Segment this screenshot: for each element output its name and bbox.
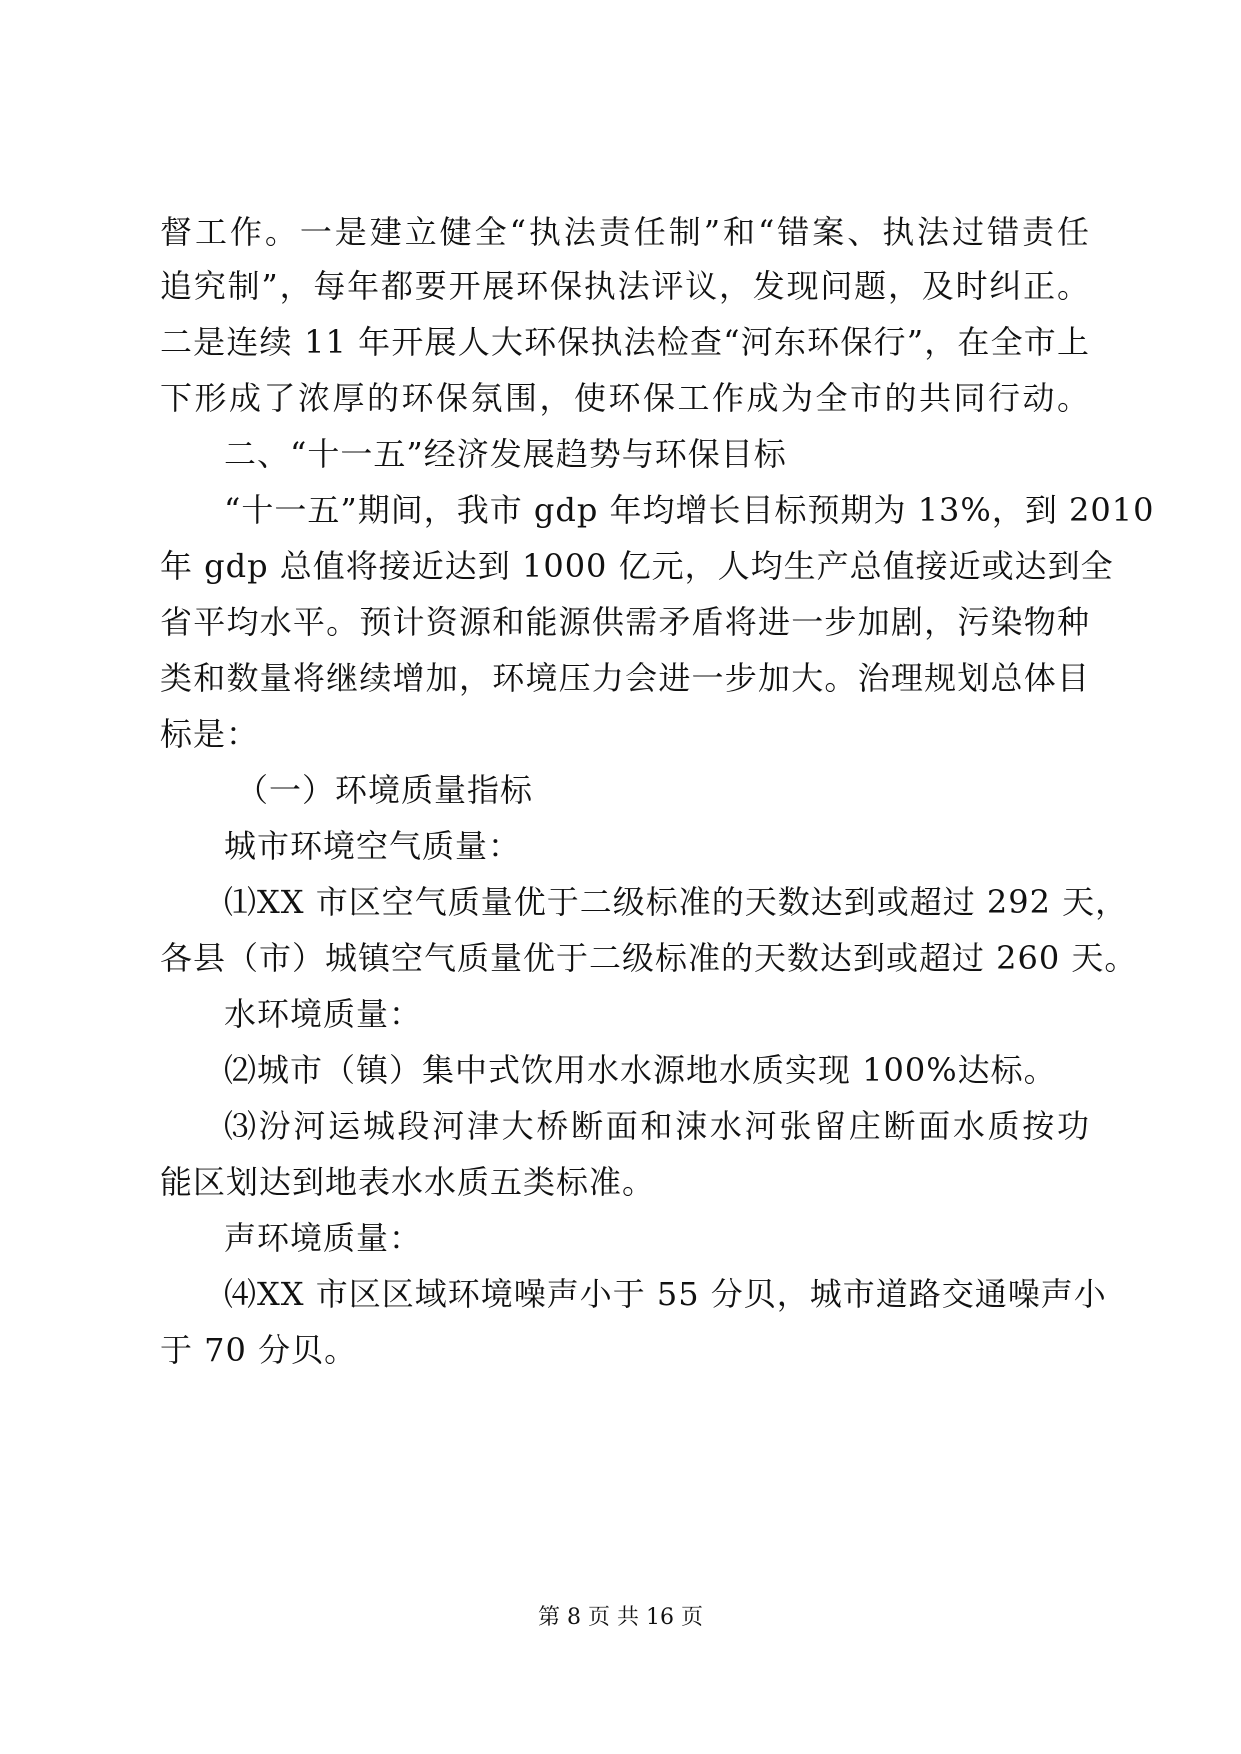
body-line: 能区划达到地表水水质五类标准。 — [160, 1163, 656, 1201]
list-item: ⑷XX 市区区域环境噪声小于 55 分贝，城市道路交通噪声小 — [224, 1275, 1107, 1313]
subsection-heading: （一）环境质量指标 — [236, 771, 534, 809]
item-heading: 声环境质量： — [224, 1219, 423, 1257]
body-line: 各县（市）城镇空气质量优于二级标准的天数达到或超过 260 天。 — [160, 939, 1138, 977]
body-line: 年 gdp 总值将接近达到 1000 亿元，人均生产总值接近或达到全 — [160, 547, 1114, 585]
body-line: 二是连续 11 年开展人大环保执法检查“河东环保行”，在全市上 — [160, 323, 1090, 361]
page-footer: 第 8 页 共 16 页 — [538, 1605, 703, 1630]
body-line: 追究制”，每年都要开展环保执法评议，发现问题，及时纠正。 — [160, 267, 1090, 305]
body-line: 省平均水平。预计资源和能源供需矛盾将进一步加剧，污染物种 — [160, 603, 1090, 641]
body-line: 督工作。一是建立健全“执法责任制”和“错案、执法过错责任 — [160, 213, 1090, 251]
list-item: ⑶汾河运城段河津大桥断面和涑水河张留庄断面水质按功 — [224, 1107, 1090, 1145]
body-line: 下形成了浓厚的环保氛围，使环保工作成为全市的共同行动。 — [160, 379, 1090, 417]
body-line: 标是： — [160, 715, 260, 753]
body-line: 于 70 分贝。 — [160, 1331, 358, 1369]
body-line: 类和数量将继续增加，环境压力会进一步加大。治理规划总体目 — [160, 659, 1090, 697]
list-item: ⑵城市（镇）集中式饮用水水源地水质实现 100%达标。 — [224, 1051, 1057, 1089]
item-heading: 城市环境空气质量： — [224, 827, 522, 865]
section-heading: 二、“十一五”经济发展趋势与环保目标 — [224, 435, 787, 473]
item-heading: 水环境质量： — [224, 995, 423, 1033]
list-item: ⑴XX 市区空气质量优于二级标准的天数达到或超过 292 天， — [224, 883, 1129, 921]
body-line: “十一五”期间，我市 gdp 年均增长目标预期为 13%，到 2010 — [224, 491, 1155, 529]
